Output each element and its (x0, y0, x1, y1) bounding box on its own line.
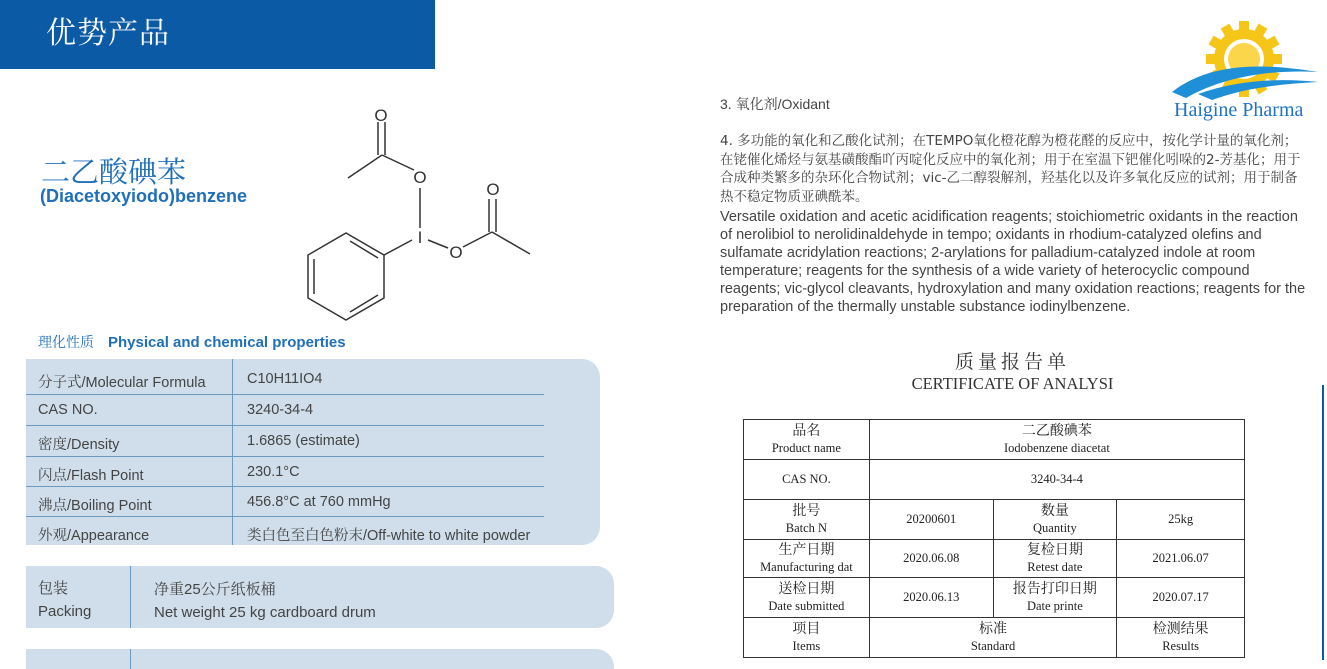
property-value: 类白色至白色粉末/Off-white to white powder (247, 528, 531, 544)
table-cell: 生产日期 Manufacturing dat (744, 540, 870, 578)
property-label: 闪点/Flash Point (38, 468, 144, 484)
table-cell: 2021.06.07 (1117, 540, 1245, 578)
atom-o-carbonyl-2: O (486, 180, 500, 199)
table-cell: 20200601 (869, 500, 993, 540)
table-cell: 项目 Items (744, 618, 870, 658)
table-row (744, 460, 1245, 500)
table-cell: 复检日期 Retest date (993, 540, 1117, 578)
banner-title: 优势产品 (46, 16, 170, 51)
properties-heading (38, 332, 346, 352)
table-cell: 二乙酸碘苯 Iodobenzene diacetat (869, 420, 1244, 460)
property-label: 沸点/Boiling Point (38, 498, 152, 514)
column-divider (130, 649, 131, 669)
property-row (26, 516, 600, 547)
packing-label-cn: 包装 (38, 580, 69, 597)
property-value: 456.8°C at 760 mmHg (247, 494, 391, 510)
packing-panel (26, 566, 614, 628)
property-row (26, 486, 600, 517)
uses-description-cn: 4. 多功能的氧化和乙酸化试剂；在TEMPO氧化橙花醇为橙花醛的反应中，按化学计量的氧化剂；在铑催化烯烃与氨基磺酸酯吖丙啶化反应中的氧化剂；用于在室温下钯催化吲哚的2-芳基化；用于合成种类繁多的杂环化合物试剂；vic-乙二醇裂解剂，羟基化以及许多氧化反应的试剂；用于制备热不稳定物质亚碘酰苯。 (720, 133, 1301, 205)
atom-o-carbonyl-1: O (374, 106, 388, 125)
table-cell: 2020.06.13 (869, 578, 993, 618)
page-edge-bar (1322, 385, 1324, 660)
certificate-of-analysis-table (743, 419, 1245, 658)
next-info-panel (26, 649, 614, 669)
property-label: 分子式/Molecular Formula (38, 375, 206, 391)
logo-text: Haigine Pharma (1174, 99, 1304, 121)
table-row (744, 578, 1245, 618)
table-cell: 数量 Quantity (993, 500, 1117, 540)
properties-table (26, 359, 600, 545)
table-row (744, 500, 1245, 540)
property-row (26, 425, 600, 456)
product-name-cn: 二乙酸碘苯 (41, 155, 187, 189)
packing-value-cn: 净重25公斤纸板桶 (154, 581, 276, 598)
table-cell: 检测结果 Results (1117, 618, 1245, 658)
table-cell: 品名 Product name (744, 420, 870, 460)
atom-iodine: I (417, 228, 423, 247)
packing-value-en: Net weight 25 kg cardboard drum (154, 604, 376, 621)
property-label: 密度/Density (38, 437, 120, 453)
property-row (26, 394, 600, 425)
property-label: CAS NO. (38, 402, 98, 418)
table-cell: 送检日期 Date submitted (744, 578, 870, 618)
property-value: 1.6865 (estimate) (247, 433, 360, 449)
product-name-en: (Diacetoxyiodo)benzene (40, 186, 248, 206)
table-cell: 批号 Batch N (744, 500, 870, 540)
table-cell: 报告打印日期 Date printe (993, 578, 1117, 618)
table-row (744, 540, 1245, 578)
property-row (26, 363, 600, 394)
properties-heading-cn: 理化性质 (38, 335, 94, 351)
table-row (744, 420, 1245, 460)
property-value: 230.1°C (247, 464, 300, 480)
column-divider (130, 566, 131, 628)
coa-title-en: CERTIFICATE OF ANALYSI (911, 374, 1114, 393)
property-row (26, 456, 600, 487)
atom-o-ester-2: O (449, 243, 463, 262)
property-value: 3240-34-4 (247, 402, 314, 418)
table-cell: 2020.06.08 (869, 540, 993, 578)
property-label: 外观/Appearance (38, 528, 150, 544)
molecular-structure-diagram (300, 100, 540, 330)
atom-o-ester-1: O (413, 168, 427, 187)
use-category: 3. 氧化剂/Oxidant (720, 96, 830, 112)
table-cell: 25kg (1117, 500, 1245, 540)
table-cell: 2020.07.17 (1117, 578, 1245, 618)
table-row (744, 618, 1245, 658)
table-cell: 3240-34-4 (869, 460, 1244, 500)
table-cell: CAS NO. (744, 460, 870, 500)
coa-title-cn: 质量报告单 (954, 351, 1070, 373)
uses-description-en: Versatile oxidation and acetic acidification reagents; stoichiometric oxidants in the reaction of nerolibiol to nerolidinaldehyde in tempo; oxidants in rhodium-catalyzed olefins and sulfamate acridylation reactions; 2-arylations for palladium-catalyzed indole at room temperature; reagents for the synthesis of a wide variety of heterocyclic compound reagents; vic-glycol cleavants, hydroxylation and many oxidation reactions; reagents for the preparation of the thermally unstable substance iodinylbenzene. (720, 209, 1306, 315)
table-cell: 标准 Standard (869, 618, 1116, 658)
packing-label-en: Packing (38, 603, 92, 620)
property-value: C10H11IO4 (247, 371, 323, 387)
properties-heading-en: Physical and chemical properties (108, 334, 346, 351)
